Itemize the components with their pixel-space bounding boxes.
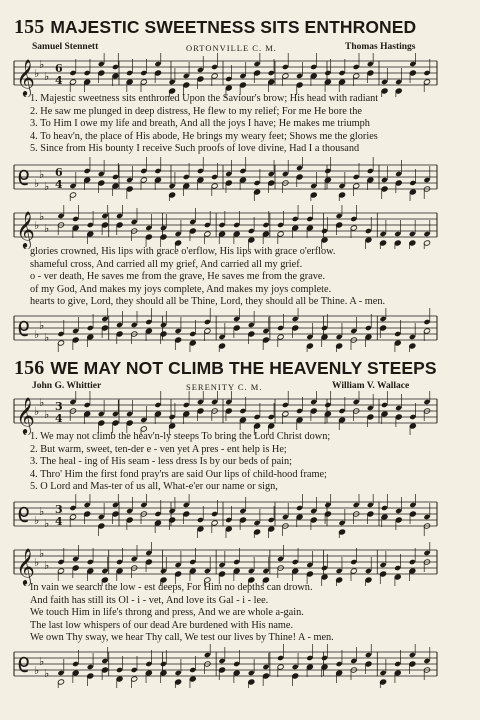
verse-line: 3. The heal - ing of His seam - less dress Is by our beds of pain; [30, 456, 293, 468]
composer-credit: Thomas Hastings [345, 42, 416, 52]
flat-icon: ♭ [44, 222, 50, 235]
flat-icon: ♭ [44, 180, 50, 193]
bass-clef-icon: 9 [17, 653, 30, 677]
treble-clef-icon: 𝄞 [16, 210, 35, 248]
treble-clef-icon: 𝄞 [16, 396, 35, 434]
flat-icon: ♭ [39, 58, 45, 71]
bass-staff [0, 157, 480, 201]
verse-line: 4. To heav'n, the place of His abode, He brings my weary feet; Shows me the glories [30, 130, 378, 142]
verse-line: And faith has still its Ol - i - vet, And love its Gal - i - lee. [30, 594, 269, 606]
verse-line: 4. Thro' Him the first fond pray'rs are said Our lips of child-hood frame; [30, 468, 327, 480]
hymn-title-155 [14, 16, 416, 39]
treble-staff [0, 205, 480, 249]
hymn-title-text: WE MAY NOT CLIMB THE HEAVENLY STEEPS [50, 358, 437, 378]
flat-icon: ♭ [39, 168, 45, 181]
flat-icon: ♭ [44, 408, 50, 421]
verse-line: o - ver death, He saves me from the grave, He saves me from the grave. [30, 271, 326, 283]
time-signature-top: 6 [55, 166, 63, 179]
verse-line: 3. To Him I owe my life and breath, And all the joys I have; He makes me triumph [30, 118, 370, 130]
tune-name: ORTONVILLE C. M. [186, 43, 277, 53]
verse-line: 5. O Lord and Mas-ter of us all, What-e'er our name or sign, [30, 481, 278, 493]
bass-staff [0, 308, 480, 352]
treble-staff [0, 542, 480, 586]
verse-line: hearts to give, Lord, they should all be Thine, Lord, they should all be Thine. A - men. [30, 296, 386, 308]
verse-line: In vain we search the low - est deeps, For Him no depths can drown. [30, 582, 313, 593]
flat-icon: ♭ [39, 396, 45, 409]
verse-line: 1. We may not climb the heav'n-ly steeps To bring the Lord Christ down; [30, 431, 331, 442]
time-signature-top: 3 [55, 400, 63, 413]
time-signature-top: 6 [55, 62, 63, 75]
hymn-number: 156 [14, 357, 45, 379]
verse-line: of my God, And makes my joys complete, And makes my joys complete. [30, 283, 332, 295]
flat-icon: ♭ [44, 667, 50, 680]
verse-block [30, 246, 440, 309]
verse-line: 2. But warm, sweet, ten-der e - ven yet A pres - ent help is He; [30, 443, 287, 455]
author-credit: John G. Whittier [32, 381, 102, 391]
bass-clef-icon: 9 [17, 503, 30, 527]
time-signature-bottom: 4 [55, 178, 63, 191]
verse-line: 5. Since from His bounty I receive Such proofs of love divine, Had I a thousand [30, 143, 360, 155]
verse-line: shameful cross, And carried all my grief, And carried all my grief. [30, 258, 303, 270]
verse-block [30, 582, 440, 645]
verse-line: We own Thy sway, we hear Thy call, We test our lives by Thine! A - men. [30, 632, 334, 644]
flat-icon: ♭ [34, 177, 40, 190]
flat-icon: ♭ [39, 319, 45, 332]
time-signature-bottom: 4 [55, 412, 63, 425]
bass-staff [0, 494, 480, 538]
flat-icon: ♭ [34, 664, 40, 677]
hymn-number: 155 [14, 16, 45, 38]
treble-staff [0, 53, 480, 97]
verse-line: 2. He saw me plunged in deep distress, He flew to my relief; For me He bore the [30, 105, 362, 117]
treble-staff [0, 391, 480, 435]
composer-credit: William V. Wallace [332, 381, 410, 391]
flat-icon: ♭ [34, 514, 40, 527]
tune-name: SERENITY C. M. [186, 382, 263, 392]
time-signature-top: 3 [55, 503, 63, 516]
verse-line: 1. Majestic sweetness sits enthroned Upon the Saviour's brow; His head with radiant [30, 93, 379, 104]
bass-clef-icon: 9 [17, 317, 30, 341]
flat-icon: ♭ [39, 547, 45, 560]
verse-block [30, 93, 440, 156]
flat-icon: ♭ [34, 67, 40, 80]
verse-line: glories crowned, His lips with grace o'erflow, His lips with grace o'erflow. [30, 246, 336, 257]
treble-clef-icon: 𝄞 [16, 58, 35, 96]
verse-line: The last low whispers of our dead Are burdened with His name. [30, 619, 294, 631]
flat-icon: ♭ [34, 405, 40, 418]
bass-clef-icon: 9 [17, 166, 30, 190]
hymn-title-text: MAJESTIC SWEETNESS SITS ENTHRONED [50, 17, 417, 37]
flat-icon: ♭ [44, 70, 50, 83]
flat-icon: ♭ [34, 556, 40, 569]
hymn-title-156 [14, 357, 437, 380]
time-signature-bottom: 4 [55, 74, 63, 87]
verse-block [30, 431, 440, 494]
flat-icon: ♭ [39, 505, 45, 518]
flat-icon: ♭ [34, 328, 40, 341]
flat-icon: ♭ [44, 559, 50, 572]
bass-staff [0, 644, 480, 688]
flat-icon: ♭ [34, 219, 40, 232]
flat-icon: ♭ [39, 655, 45, 668]
flat-icon: ♭ [44, 517, 50, 530]
flat-icon: ♭ [39, 210, 45, 223]
verse-line: We touch Him in life's throng and press, And we are whole a-gain. [30, 607, 304, 619]
author-credit: Samuel Stennett [32, 42, 99, 52]
time-signature-bottom: 4 [55, 515, 63, 528]
flat-icon: ♭ [44, 331, 50, 344]
treble-clef-icon: 𝄞 [16, 547, 35, 585]
